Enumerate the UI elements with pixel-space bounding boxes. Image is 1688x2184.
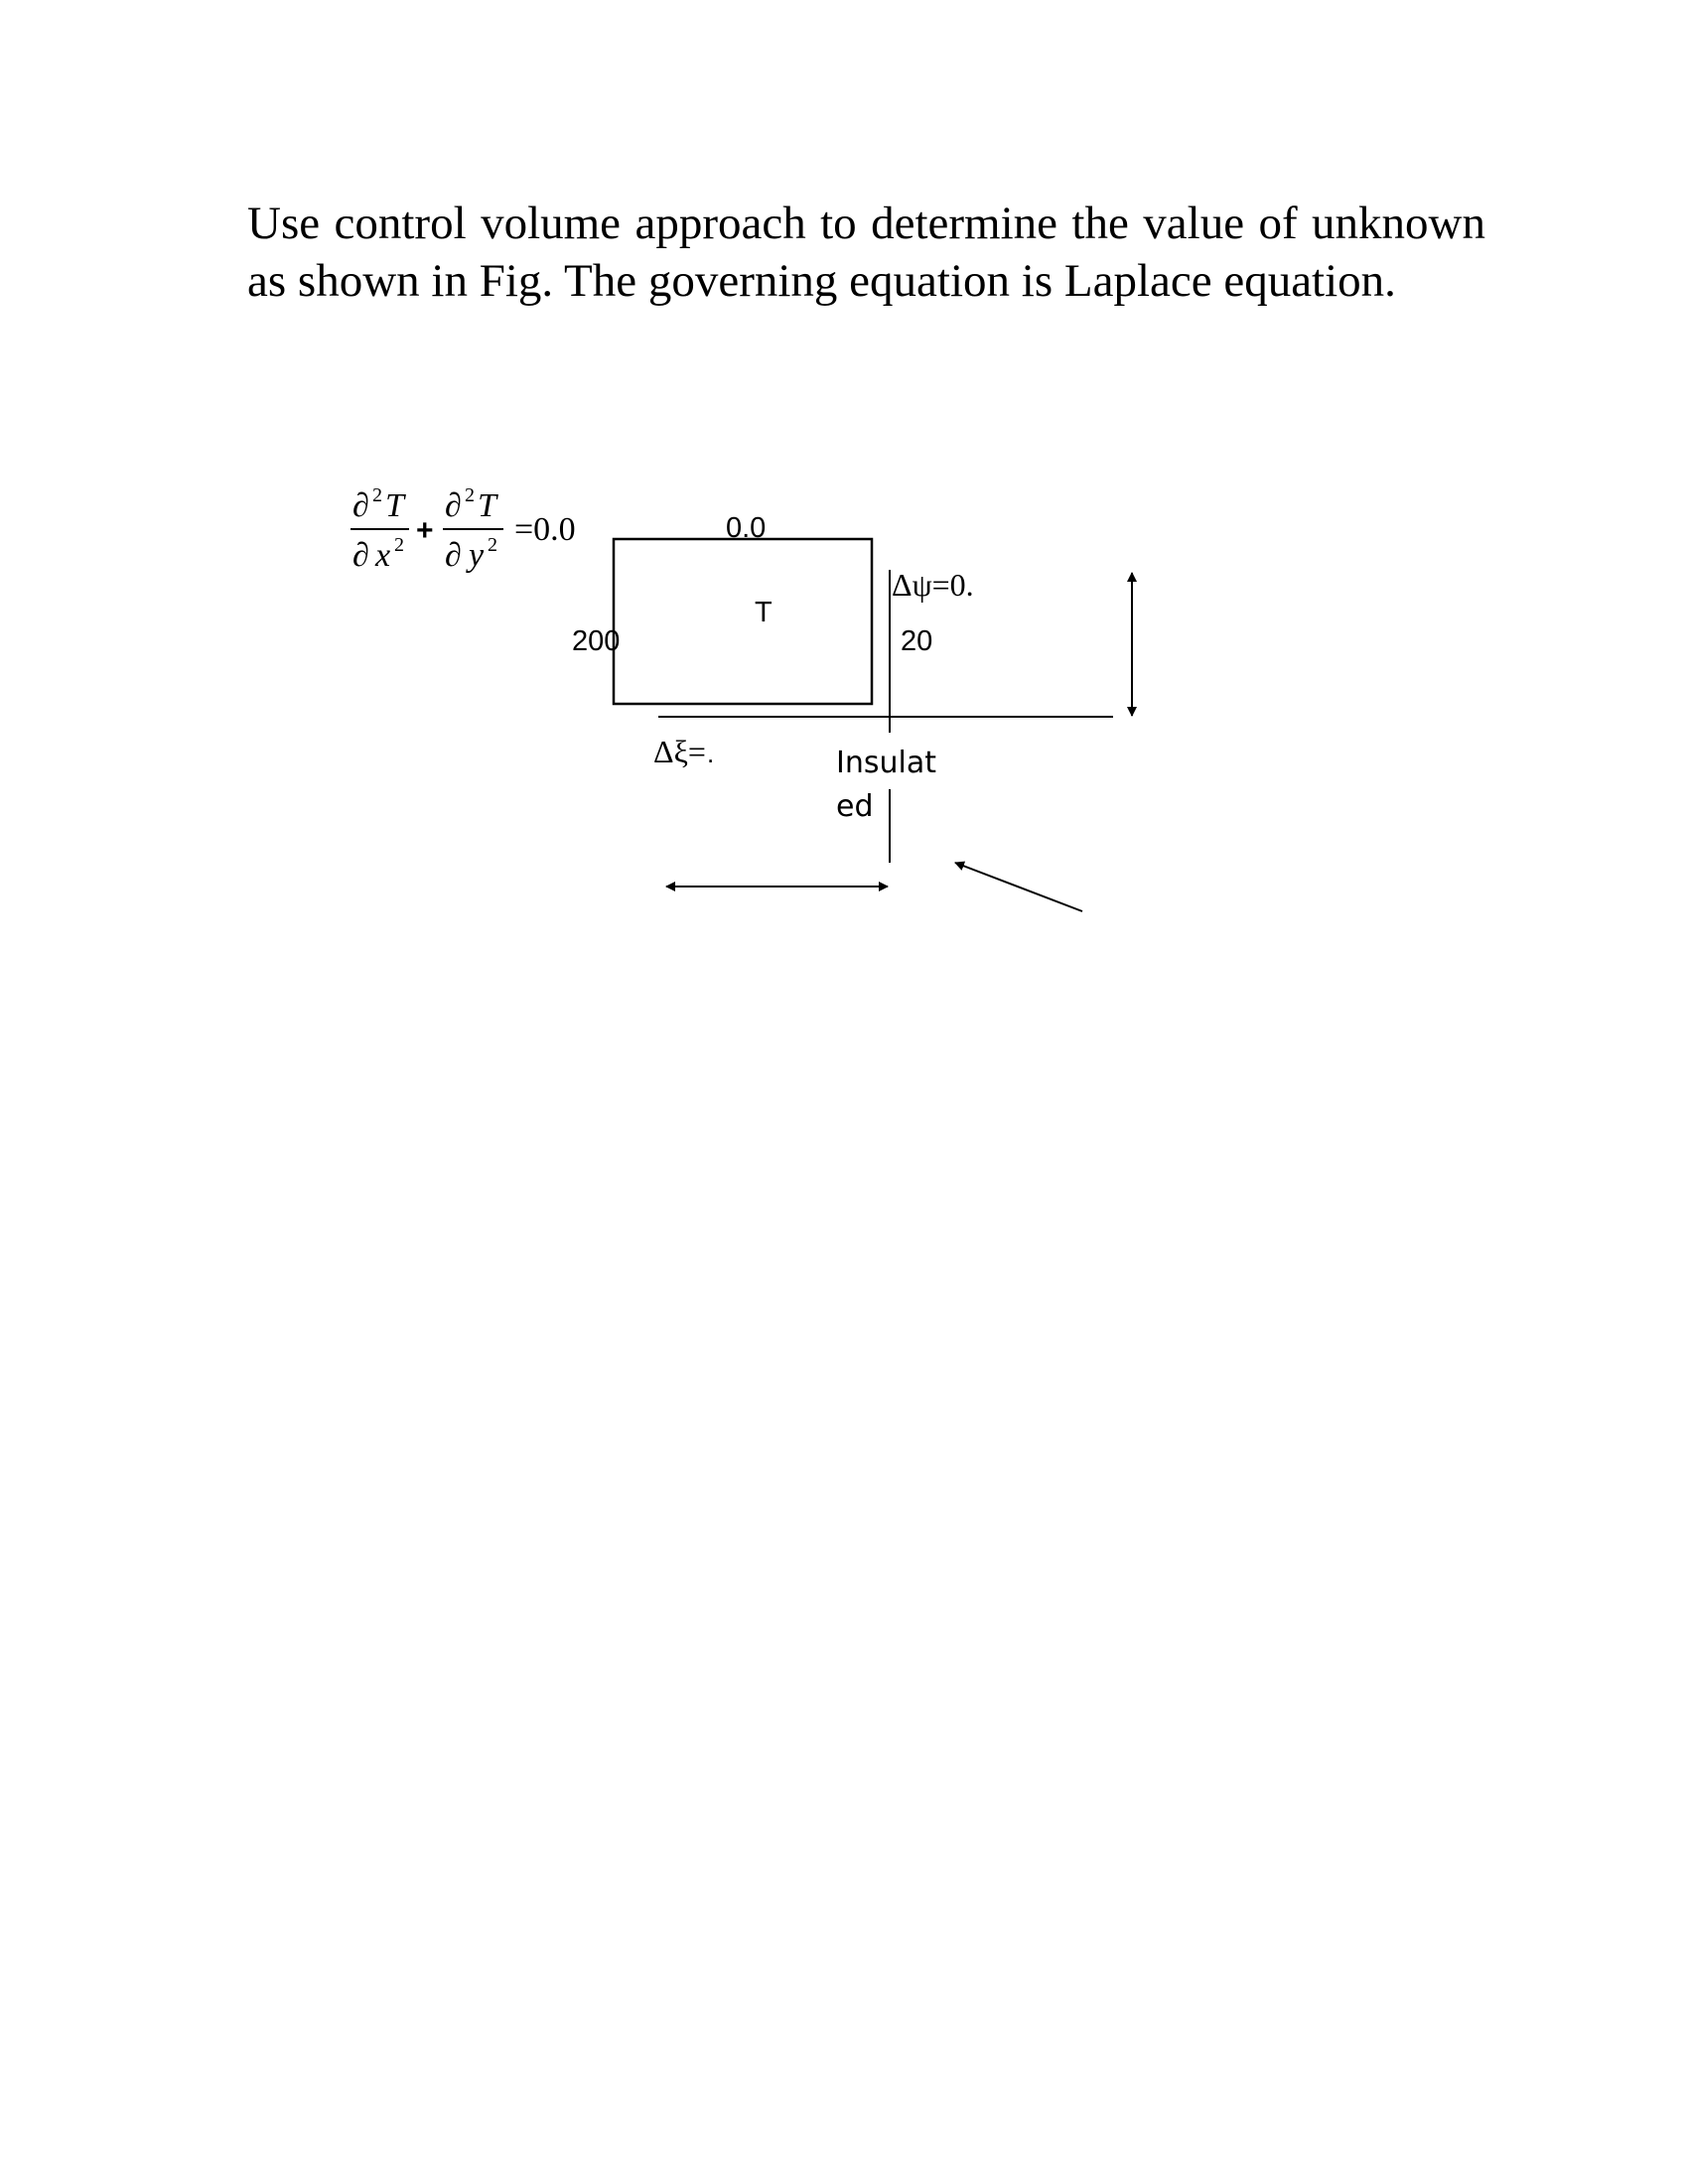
- eq-sup-1: 2: [372, 484, 382, 506]
- eq-partial-1: ∂: [352, 487, 369, 524]
- insulated-pointer-arrow: [955, 863, 1082, 911]
- left-boundary-value: 200: [572, 625, 621, 657]
- eq-plus: +: [416, 514, 434, 547]
- unknown-temperature-label: T: [755, 597, 773, 628]
- eq-sup-2: 2: [465, 484, 475, 506]
- eq-den-partial-2: ∂: [445, 537, 462, 574]
- eq-t-2: T: [478, 487, 496, 524]
- control-volume-box: [614, 539, 872, 704]
- insulated-label-line-1: Insulat: [836, 746, 936, 780]
- eq-equals: =0.0: [514, 511, 576, 548]
- eq-sup-x: 2: [394, 534, 404, 556]
- eq-den-partial-1: ∂: [352, 537, 369, 574]
- right-boundary-value: 20: [901, 625, 933, 657]
- laplace-equation: [351, 484, 576, 574]
- problem-statement: Use control volume approach to determine the value of unknown as shown in Fig. The governing equation is Laplace equation.: [247, 198, 1485, 307]
- eq-y: y: [469, 537, 485, 574]
- delta-xi-glyphs: .: [707, 739, 715, 768]
- eq-x: x: [375, 537, 391, 574]
- insulated-label-line-2: ed: [836, 789, 874, 824]
- eq-sup-y: 2: [488, 534, 497, 556]
- delta-psi-label: Δψ=0.: [892, 567, 974, 603]
- top-boundary-value: 0.0: [726, 512, 767, 544]
- eq-t-1: T: [385, 487, 404, 524]
- delta-xi-label: Δξ=: [653, 734, 706, 769]
- eq-partial-2: ∂: [445, 487, 462, 524]
